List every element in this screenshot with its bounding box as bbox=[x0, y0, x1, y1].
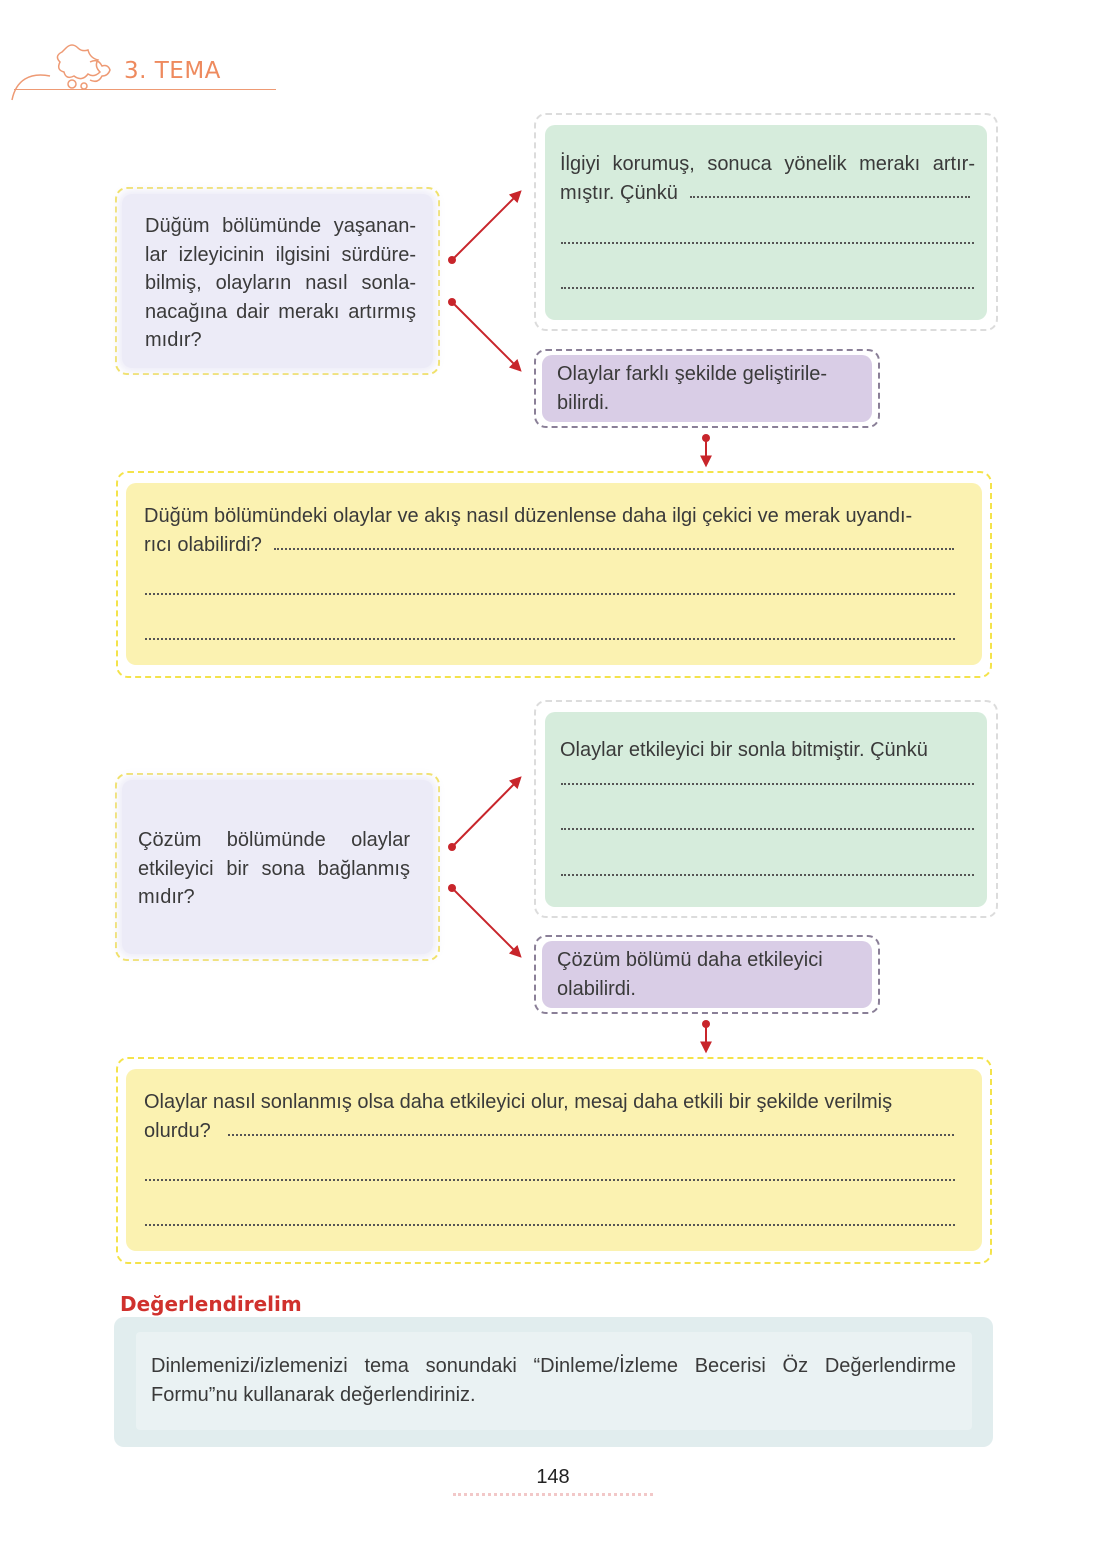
answer-line[interactable] bbox=[228, 1134, 954, 1136]
theme-title: 3. TEMA bbox=[124, 58, 221, 84]
red-arrow-icon bbox=[702, 434, 710, 465]
answer-line[interactable] bbox=[274, 548, 954, 550]
answer-line[interactable] bbox=[561, 828, 974, 830]
answer-line[interactable] bbox=[561, 874, 974, 876]
question-text: Çözüm bölümünde olaylar etkileyici bir sona bağlanmış mıdır? bbox=[138, 829, 410, 908]
red-arrow-icon bbox=[702, 1020, 710, 1051]
answer-line[interactable] bbox=[690, 196, 970, 198]
red-arrow-icon bbox=[448, 192, 520, 264]
followup-text: Düğüm bölümündeki olaylar ve akış nasıl düzenlense daha ilgi çekici ve merak uyandı- rıcı olabilirdi? bbox=[144, 505, 913, 556]
red-arrow-icon bbox=[448, 778, 520, 851]
page-number-decoration bbox=[453, 1492, 653, 1496]
followup-text: Olaylar nasıl sonlanmış olsa daha etkileyici olur, mesaj daha etkili bir şekilde verilmiş olurdu? bbox=[144, 1091, 893, 1142]
answer-line[interactable] bbox=[145, 1179, 955, 1181]
page-number: 148 bbox=[536, 1466, 570, 1488]
answer-line[interactable] bbox=[145, 593, 955, 595]
question-text: Düğüm bölümünde yaşanan- lar izleyicinin ilgisini sürdüre- bilmiş, olayların nasıl sonla- nacağına dair merakı artırmış mıdır? bbox=[145, 215, 416, 351]
yes-answer-text: Olaylar etkileyici bir sonla bitmiştir. Çünkü bbox=[560, 739, 928, 761]
red-arrow-icon bbox=[448, 298, 520, 370]
answer-line[interactable] bbox=[145, 1224, 955, 1226]
no-answer-text: Çözüm bölümü daha etkileyici olabilirdi. bbox=[557, 949, 823, 1000]
evaluation-text: Dinlemenizi/izlemenizi tema sonundaki “Dinleme/İzleme Becerisi Öz Değerlendirme Formu”nu kullanarak değerlendiriniz. bbox=[151, 1355, 956, 1406]
answer-line[interactable] bbox=[561, 242, 974, 244]
answer-line[interactable] bbox=[145, 638, 955, 640]
answer-line[interactable] bbox=[561, 287, 974, 289]
no-answer-text: Olaylar farklı şekilde geliştirile- bilirdi. bbox=[557, 363, 828, 414]
yes-answer-text: İlgiyi korumuş, sonuca yönelik merakı artır- mıştır. Çünkü bbox=[560, 153, 975, 204]
answer-line[interactable] bbox=[561, 783, 974, 785]
red-arrow-icon bbox=[448, 884, 520, 956]
evaluation-title: Değerlendirelim bbox=[120, 1292, 302, 1316]
